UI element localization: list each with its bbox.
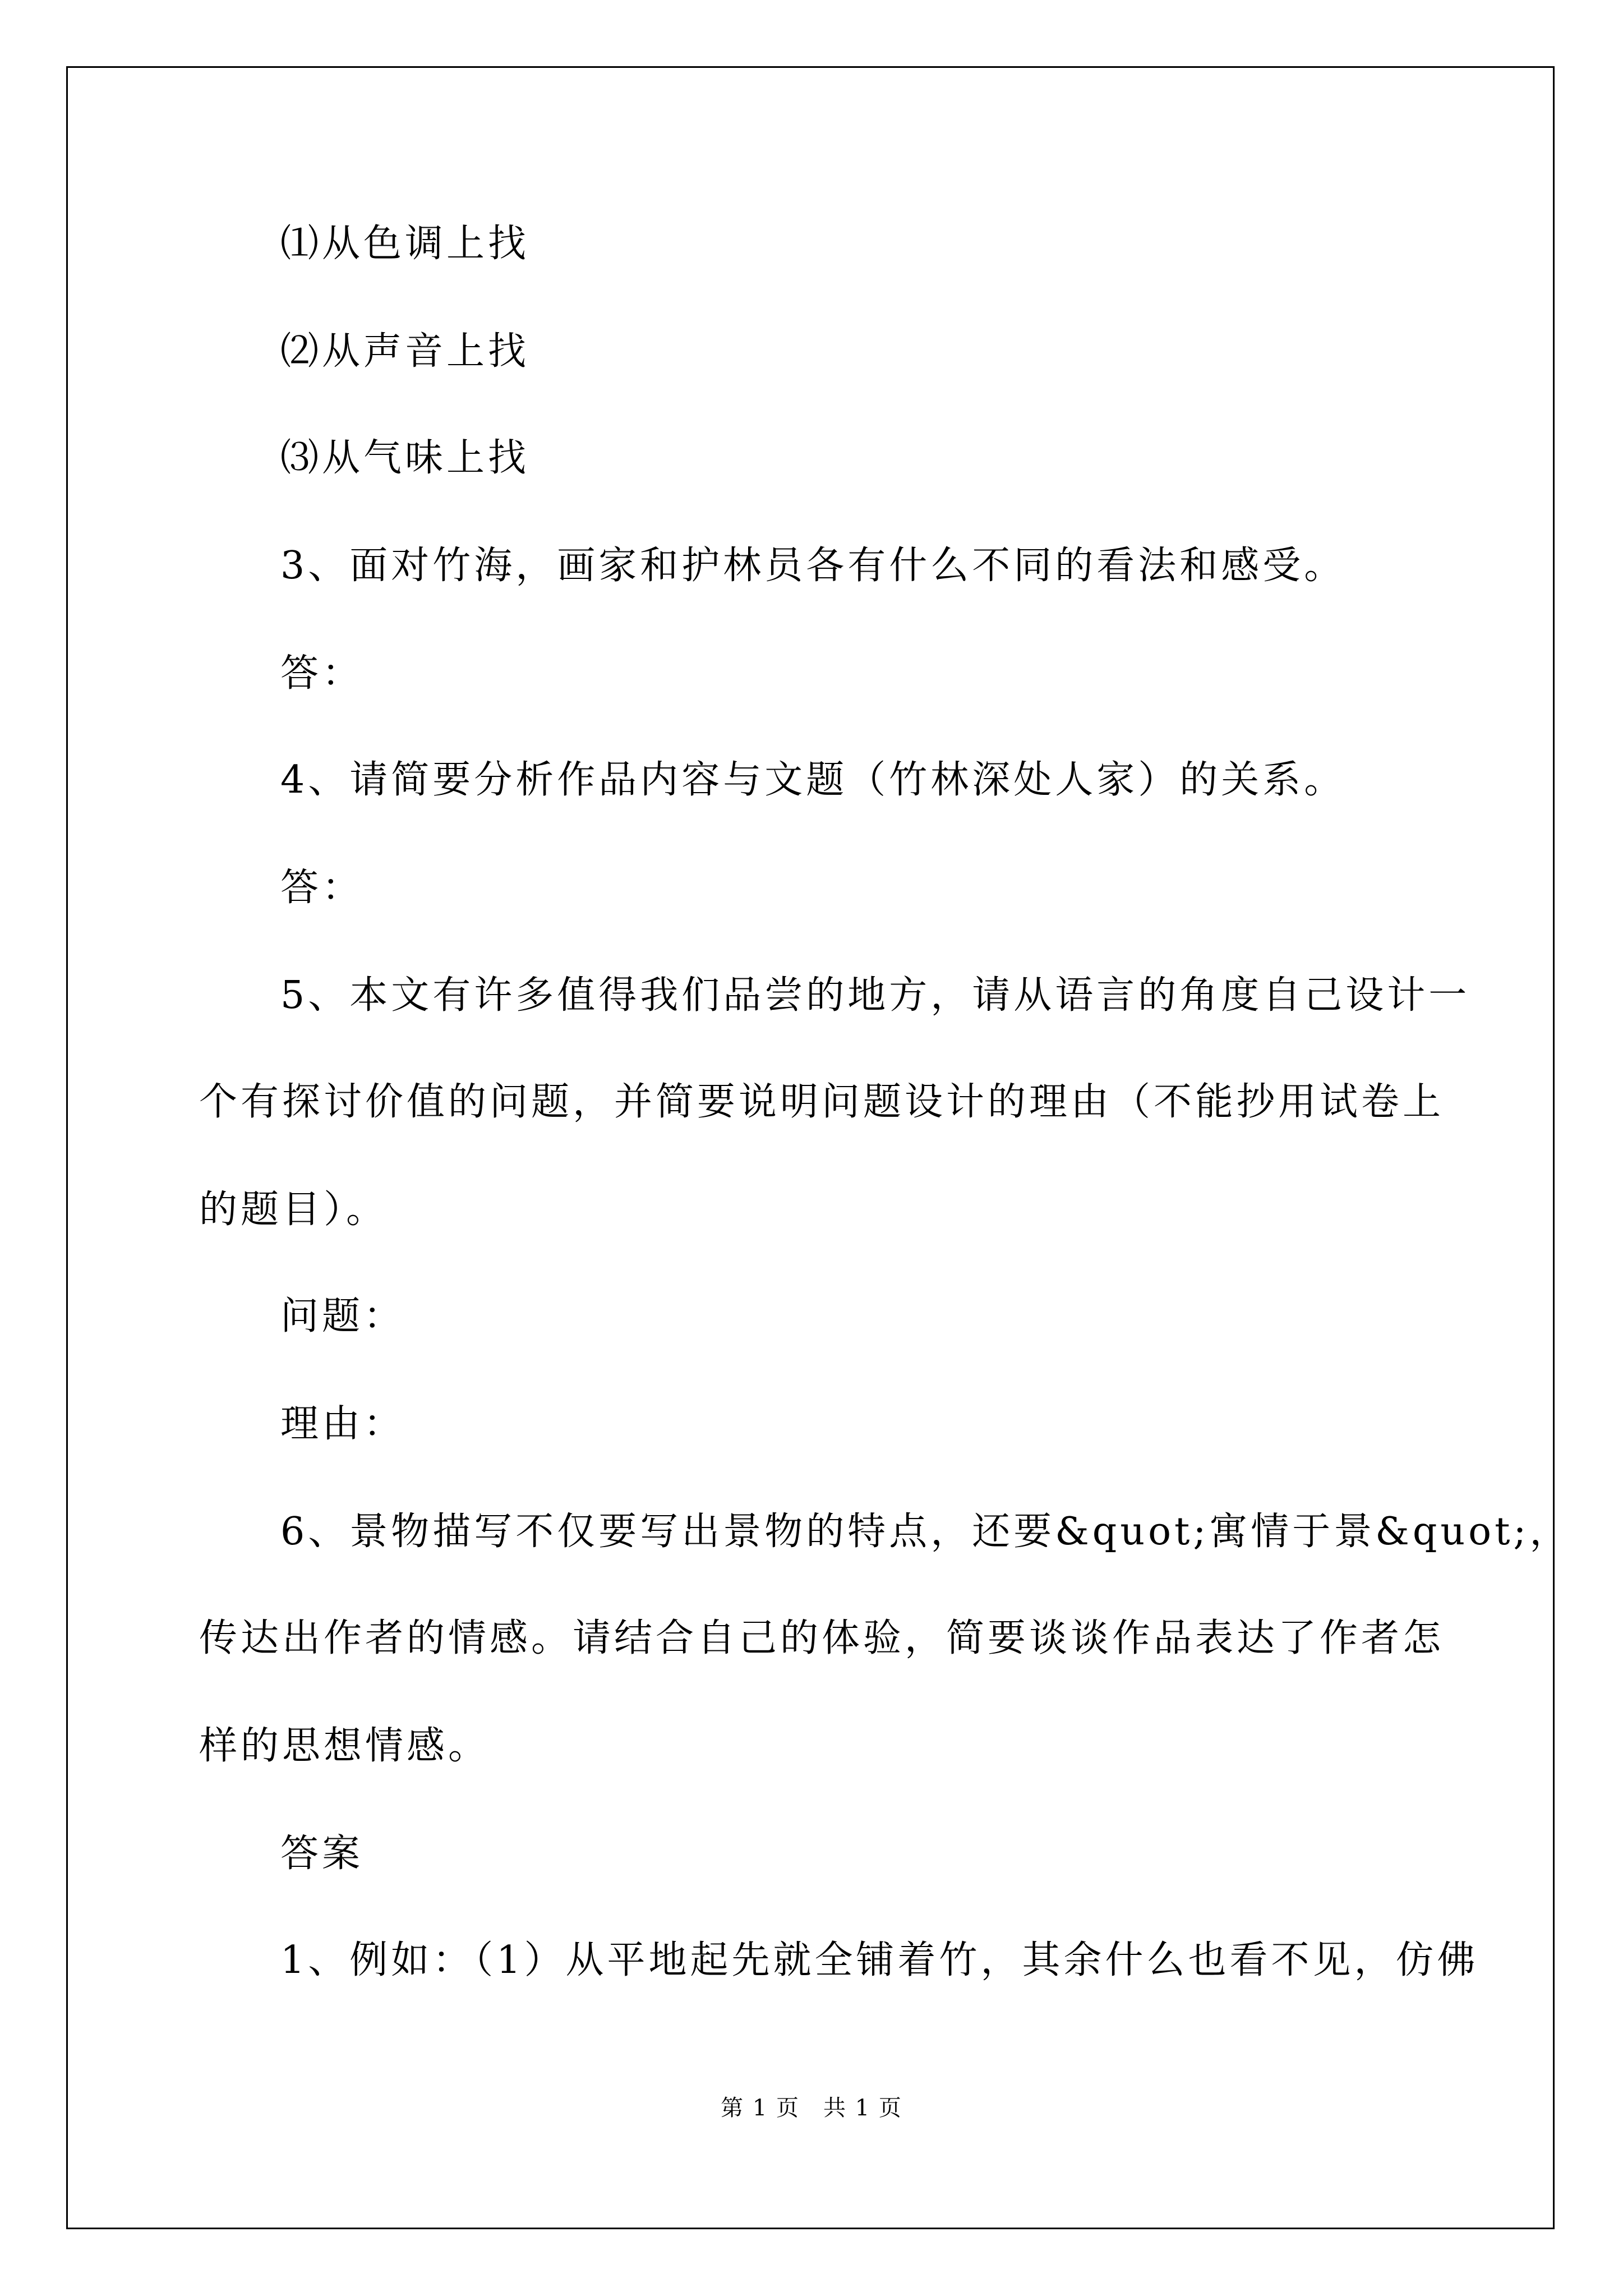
text-line: 1、例如：（1）从平地起先就全铺着竹，其余什么也看不见，仿佛 xyxy=(280,1938,1479,1982)
text-line: ⑵从声音上找 xyxy=(280,329,530,374)
page-border xyxy=(66,66,1555,2229)
text-line: 的题目）。 xyxy=(199,1188,388,1232)
text-line: 3、面对竹海，画家和护林员各有什么不同的看法和感受。 xyxy=(280,544,1346,588)
text-line: ⑶从气味上找 xyxy=(280,436,530,480)
text-line: 个有探讨价值的问题，并简要说明问题设计的理由（不能抄用试卷上 xyxy=(199,1080,1445,1124)
text-line: 理由： xyxy=(280,1402,405,1446)
text-line: 答： xyxy=(280,651,364,696)
text-line: 问题： xyxy=(280,1294,405,1338)
text-line: 5、本文有许多值得我们品尝的地方，请从语言的角度自己设计一 xyxy=(280,973,1470,1018)
text-line: 传达出作者的情感。请结合自己的体验，简要谈谈作品表达了作者怎 xyxy=(199,1616,1445,1660)
text-line: 6、景物描写不仅要写出景物的特点，还要&quot;寓情于景&quot;， xyxy=(280,1510,1571,1554)
text-line: 答案 xyxy=(280,1832,364,1876)
text-line: ⑴从色调上找 xyxy=(280,222,530,266)
text-line: 答： xyxy=(280,866,364,910)
text-line: 样的思想情感。 xyxy=(199,1724,490,1768)
page-number-footer: 第 1 页 共 1 页 xyxy=(721,2095,902,2121)
text-line: 4、请简要分析作品内容与文题（竹林深处人家）的关系。 xyxy=(280,758,1346,802)
